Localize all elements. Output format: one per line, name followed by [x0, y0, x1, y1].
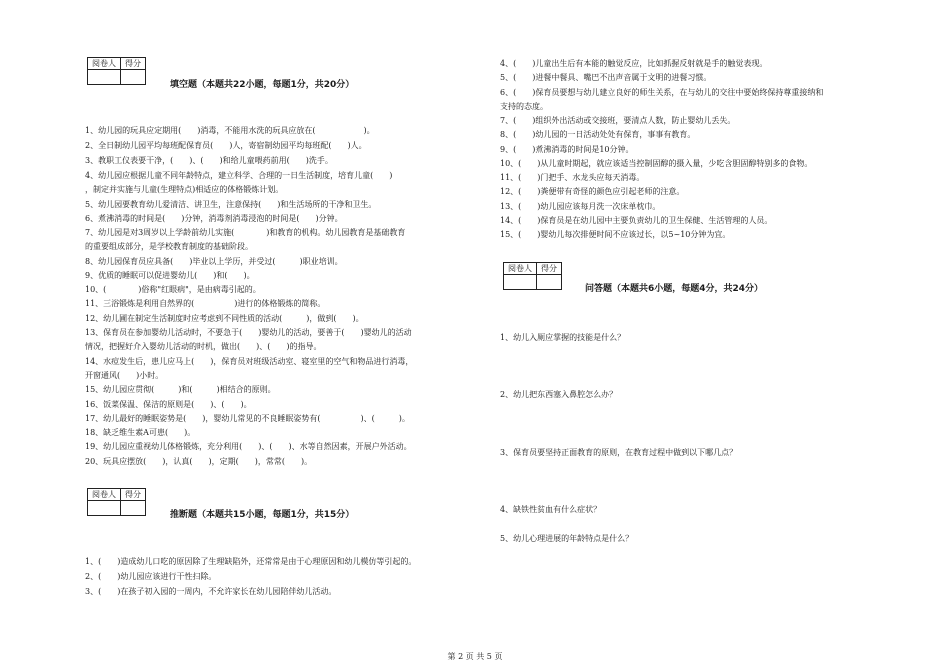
fill-question-line: 8、幼儿园保育员应具备( )毕业以上学历，并受过( )职业培训。 — [85, 257, 343, 266]
fill-question-line: 20、玩具应摆放( )，认真( )，定期( )，常常( )。 — [85, 457, 313, 466]
judge-question-line: 13、( )幼儿园应该每月洗一次床单枕巾。 — [500, 202, 661, 211]
judge-question-line: 3、( )在孩子初入园的一周内，不允许家长在幼儿园陪伴幼儿活动。 — [85, 587, 337, 596]
judge-question-line: 10、( )从儿童时期起，就应该适当控制固醇的摄入量，少吃含胆固醇特别多的食物。 — [500, 159, 813, 168]
grader-label: 阅卷人 — [504, 263, 537, 275]
grader-score-box — [87, 57, 146, 85]
judge-question-line: 8、( )幼儿园的一日活动处处有保育，事事有教育。 — [500, 130, 696, 139]
qa-section-title: 问答题（本题共6小题，每题4分，共24分） — [585, 284, 764, 294]
fill-question-line: 9、优质的睡眠可以促进婴幼儿( )和( )。 — [85, 271, 255, 280]
fill-question-line: 12、幼儿圃在制定生活制度时应考虑到不同性质的活动( )，做到( )。 — [85, 314, 364, 323]
qa-question-line: 2、幼儿把东西塞入鼻腔怎么办？ — [500, 390, 618, 399]
qa-question-line: 3、保育员要坚持正面教育的原则，在教育过程中做到以下哪几点？ — [500, 448, 738, 457]
fill-question-line: 16、饭菜保温、保洁的原则是( )、( )。 — [85, 400, 252, 409]
fill-question-line: 18、缺乏维生素A可患( )。 — [85, 428, 196, 437]
score-label: 得分 — [537, 263, 562, 275]
judge-question-line: 7、( )组织外出活动或交接班，要清点人数，防止婴幼儿丢失。 — [500, 116, 736, 125]
judge-question-line: 2、( )幼儿园应该进行干性扫除。 — [85, 572, 217, 581]
judge-question-line: 11、( )门把手、水龙头应每天消毒。 — [500, 173, 645, 182]
fill-question-line: 11、三浴锻炼是利用自然界的( )进行的体格锻炼的简称。 — [85, 299, 326, 308]
grader-cell — [88, 70, 121, 85]
fill-section-title: 填空题（本题共22小题，每题1分，共20分） — [170, 80, 355, 90]
judge-question-line: 6、( )保育员要想与幼儿建立良好的师生关系，在与幼儿的交往中要始终保持尊重接纳和 — [500, 88, 824, 97]
judge-question-line: 4、( )儿童出生后有本能的触觉反应，比如抓握反射就是手的触觉表现。 — [500, 59, 768, 68]
grader-score-box — [503, 262, 562, 290]
judge-question-line: 支持的态度。 — [500, 102, 548, 111]
fill-question-line: 14、水痘发生后，患儿应马上( )，保育员对班级活动室、寝室里的空气和物品进行消毒， — [85, 357, 414, 366]
qa-question-line: 4、缺铁性贫血有什么症状？ — [500, 505, 602, 514]
fill-question-line: 2、全日制幼儿园平均每班配保育员( )人，寄宿制幼园平均每班配( )人。 — [85, 141, 367, 150]
fill-question-line: 5、幼儿园要教育幼儿爱清洁、讲卫生，注意保持( )和生活场所的干净和卫生。 — [85, 200, 377, 209]
fill-question-line: 3、教职工仪表要干净，( )、( )和给儿童喂药前用( )洗手。 — [85, 156, 333, 165]
fill-question-line: 10、( )俗称"红眼病"，是由病毒引起的。 — [85, 285, 261, 294]
grader-label: 阅卷人 — [88, 58, 121, 70]
score-cell — [121, 501, 146, 516]
judge-question-line: 14、( )保育员是在幼儿园中主要负责幼儿的卫生保健、生活管理的人员。 — [500, 216, 773, 225]
score-label: 得分 — [121, 489, 146, 501]
fill-question-line: 17、幼儿最好的睡眠姿势是( )，婴幼儿常见的不良睡眠姿势有( )、( )。 — [85, 414, 410, 423]
qa-question-line: 1、幼儿入厕应掌握的技能是什么？ — [500, 333, 626, 342]
score-label: 得分 — [121, 58, 146, 70]
grader-cell — [504, 275, 537, 290]
grader-score-box — [87, 488, 146, 516]
judge-section-title: 推断题（本题共15小题，每题1分，共15分） — [170, 510, 355, 520]
judge-question-line: 5、( )进餐中餐具、嘴巴不出声音属于文明的进餐习惯。 — [500, 73, 712, 82]
score-cell — [121, 70, 146, 85]
fill-question-line: 15、幼儿园应贯彻( )和( )相结合的原则。 — [85, 385, 276, 394]
judge-question-line: 15、( )婴幼儿每次排便时间不应该过长，以5~10分钟为宜。 — [500, 230, 731, 239]
qa-question-line: 5、幼儿心理进展的年龄特点是什么？ — [500, 534, 634, 543]
grader-label: 阅卷人 — [88, 489, 121, 501]
judge-question-line: 1、( )造成幼儿口吃的原因除了生理缺陷外，还常常是由于心理原因和幼儿模仿等引起的。 — [85, 557, 417, 566]
fill-question-line: 19、幼儿园应重视幼儿体格锻炼，充分利用( )、( )、水等自然因素，开展户外活动。 — [85, 442, 412, 451]
fill-question-line: 4、幼儿园应根据儿童不同年龄特点，建立科学、合理的一日生活制度，培育儿童( ) — [85, 171, 393, 180]
fill-question-line: 13、保育员在参加婴幼儿活动时，不要急于( )婴幼儿的活动，要善于( )婴幼儿的活动 — [85, 328, 412, 337]
fill-question-line: 的重要组成部分，是学校教育制度的基础阶段。 — [85, 242, 253, 251]
judge-question-line: 9、( )煮沸消毒的时间是10分钟。 — [500, 145, 634, 154]
grader-cell — [88, 501, 121, 516]
fill-question-line: 情况，把握好介入婴幼儿活动的时机，做出( )、( )的指导。 — [85, 342, 322, 351]
score-cell — [537, 275, 562, 290]
fill-question-line: 1、幼儿园的玩具应定期用( )消毒，不能用水洗的玩具应放在( )。 — [85, 126, 375, 135]
fill-question-line: 开窗通风( )小时。 — [85, 371, 164, 380]
judge-question-line: 12、( )粪便带有奇怪的颜色应引起老师的注意。 — [500, 187, 685, 196]
fill-question-line: 6、煮沸消毒的时间是( )分钟，消毒剂消毒浸泡的时间是( )分钟。 — [85, 214, 343, 223]
fill-question-line: 7、幼儿园是对3周岁以上学龄前幼儿实施( )和教育的机构。幼儿园教育是基础教育 — [85, 228, 406, 237]
fill-question-line: ，制定并实施与儿童(生理特点)相适应的体格锻炼计划。 — [85, 185, 284, 194]
page-footer: 第 2 页 共 5 页 — [447, 652, 503, 661]
